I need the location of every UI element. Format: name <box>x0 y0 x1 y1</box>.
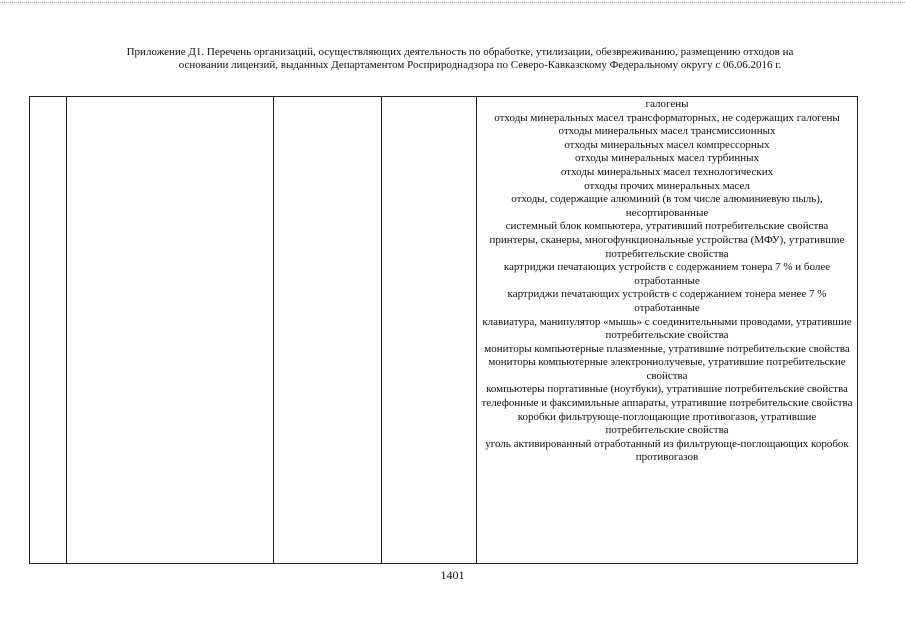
column-number <box>30 97 67 563</box>
column-waste-types <box>477 97 857 563</box>
waste-item: отходы минеральных масел трансмиссионных <box>558 125 776 138</box>
waste-item: галогены <box>645 98 689 110</box>
header-line-2: основании лицензий, выданных Департаментом Росприроднадзора по Северо-Кавказскому Федеральному округу с 06.06.2016 г. <box>178 59 782 71</box>
waste-item: картриджи печатающих устройств с содержанием тонера 7 % и более отработанные <box>503 261 831 287</box>
column-activity <box>382 97 477 563</box>
column-license <box>274 97 382 563</box>
page-number: 1401 <box>440 568 465 582</box>
waste-item: мониторы компьютерные плазменные, утратившие потребительские свойства <box>484 342 850 355</box>
organizations-table <box>29 96 858 564</box>
waste-item: клавиатура, манипулятор «мышь» с соединительными проводами, утратившие потребительские свойства <box>482 315 852 342</box>
waste-item: уголь активированный отработанный из фильтрующе-поглощающих коробок противогазов <box>485 437 849 464</box>
waste-item: отходы минеральных масел компрессорных <box>564 138 770 151</box>
waste-item: системный блок компьютера, утративший потребительские свойства <box>505 220 829 233</box>
waste-item: мониторы компьютерные электроннолучевые, утратившие потребительские свойства <box>488 356 846 382</box>
waste-type-list <box>481 98 853 465</box>
waste-item: отходы минеральных масел турбинных <box>574 152 759 165</box>
waste-item: принтеры, сканеры, многофункциональные устройства (МФУ), утратившие потребительские свойства <box>489 233 845 260</box>
scan-artifact-line <box>0 2 905 9</box>
waste-item: отходы минеральных масел технологических <box>560 165 774 178</box>
waste-item: отходы прочих минеральных масел <box>584 179 750 192</box>
waste-item: коробки фильтрующе-поглощающие противогазов, утратившие потребительские свойства <box>517 410 817 437</box>
waste-item: отходы, содержащие алюминий (в том числе алюминиевую пыль), несортированные <box>511 193 823 219</box>
waste-item: отходы минеральных масел трансформаторных, не содержащих галогены <box>494 111 840 124</box>
waste-item: телефонные и факсимильные аппараты, утратившие потребительские свойства <box>481 397 853 410</box>
header-line-1: Приложение Д1. Перечень организаций, осуществляющих деятельность по обработке, утилизации, обезвреживанию, размещению отходов на <box>126 46 794 58</box>
column-organization <box>67 97 274 563</box>
waste-item: картриджи печатающих устройств с содержанием тонера менее 7 % отработанные <box>507 288 827 314</box>
waste-item: компьютеры портативные (ноутбуки), утратившие потребительские свойства <box>486 383 848 396</box>
page-header <box>70 46 850 72</box>
